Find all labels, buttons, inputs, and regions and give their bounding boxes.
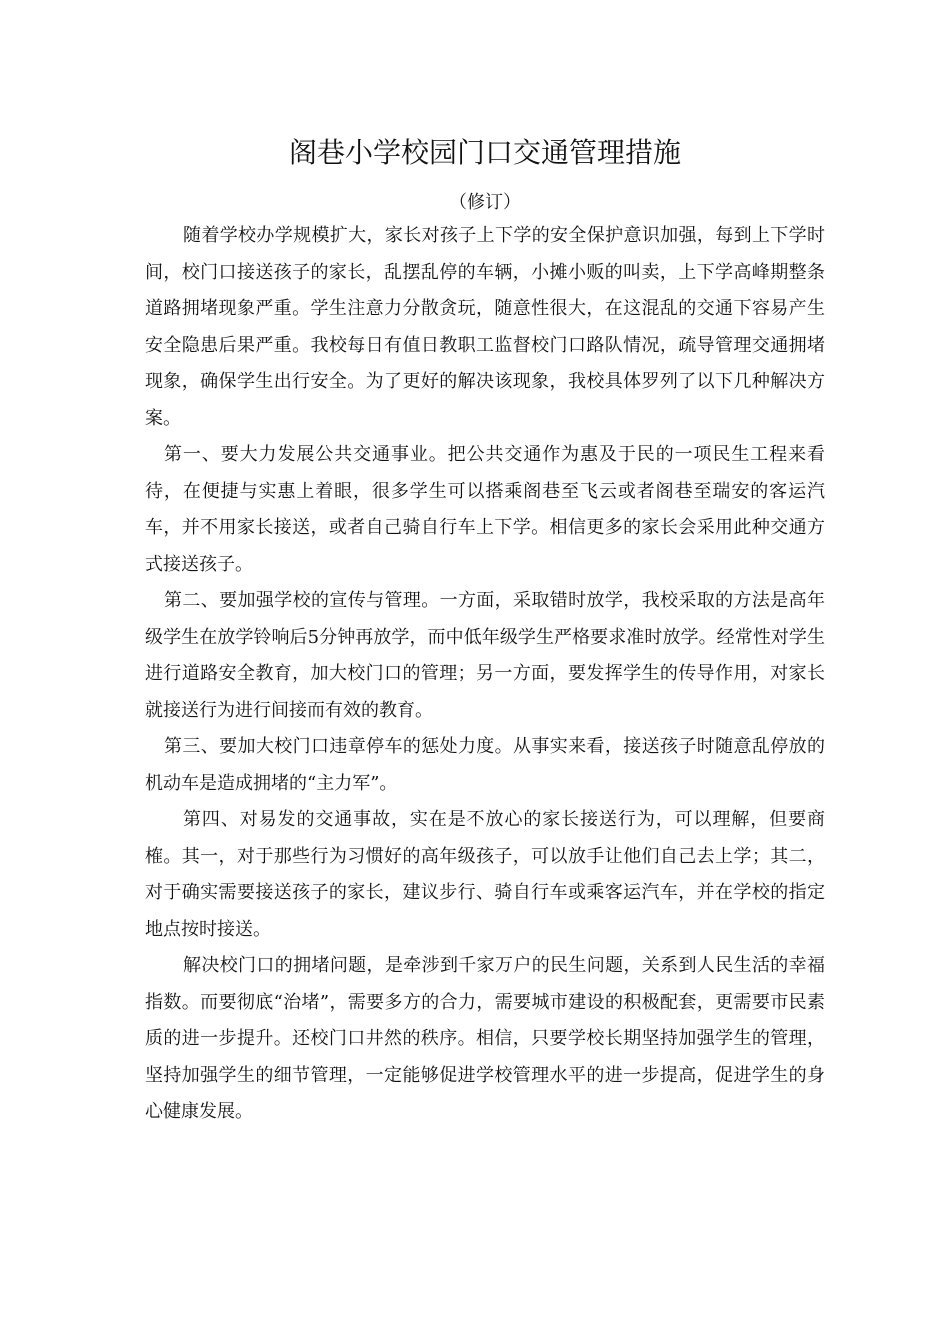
paragraph-measure-4: 第四、对易发的交通事故，实在是不放心的家长接送行为，可以理解，但要商榷。其一，对于那些行为习惯好的高年级孩子，可以放手让他们自己去上学；其二，对于确实需要接送孩子的家长，建议步行、骑自行车或乘客运汽车，并在学校的指定地点按时接送。 [145, 809, 825, 940]
document-page [145, 130, 825, 1131]
paragraph-measure-1: 第一、要大力发展公共交通事业。把公共交通作为惠及于民的一项民生工程来看待，在便捷与实惠上着眼，很多学生可以搭乘阁巷至飞云或者阁巷至瑞安的客运汽车，并不用家长接送，或者自己骑自行车上下学。相信更多的家长会采用此种交通方式接送孩子。 [145, 444, 825, 575]
document-title: 阁巷小学校园门口交通管理措施 [288, 136, 681, 169]
document-subtitle: （修订） [449, 192, 521, 213]
paragraph-measure-3: 第三、要加大校门口违章停车的惩处力度。从事实来看，接送孩子时随意乱停放的机动车是造成拥堵的“主力军”。 [145, 736, 825, 794]
paragraph-conclusion: 解决校门口的拥堵问题，是牵涉到千家万户的民生问题，关系到人民生活的幸福指数。而要彻底“治堵”，需要多方的合力，需要城市建设的积极配套，更需要市民素质的进一步提升。还校门口井然的秩序。相信，只要学校长期坚持加强学生的管理，坚持加强学生的细节管理，一定能够促进学校管理水平的进一步提高，促进学生的身心健康发展。 [145, 955, 825, 1122]
paragraph-intro: 随着学校办学规模扩大，家长对孩子上下学的安全保护意识加强，每到上下学时间，校门口接送孩子的家长，乱摆乱停的车辆，小摊小贩的叫卖，上下学高峰期整条道路拥堵现象严重。学生注意力分散贪玩，随意性很大，在这混乱的交通下容易产生安全隐患后果严重。我校每日有值日教职工监督校门口路队情况，疏导管理交通拥堵现象，确保学生出行安全。为了更好的解决该现象，我校具体罗列了以下几种解决方案。 [145, 225, 825, 429]
paragraph-measure-2: 第二、要加强学校的宣传与管理。一方面，采取错时放学，我校采取的方法是高年级学生在放学铃响后5分钟再放学，而中低年级学生严格要求准时放学。经常性对学生进行道路安全教育，加大校门口的管理；另一方面，要发挥学生的传导作用，对家长就接送行为进行间接而有效的教育。 [145, 590, 825, 721]
